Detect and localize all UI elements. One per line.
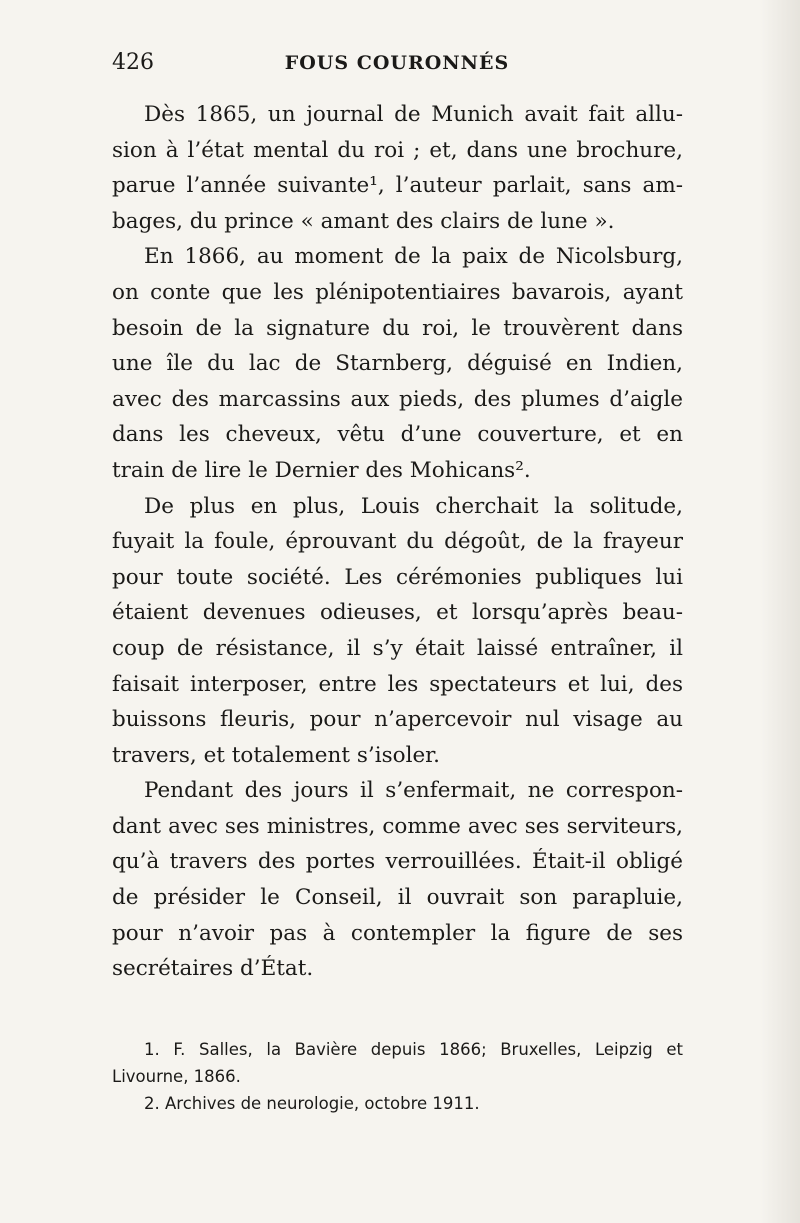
- text-line: faisait interposer, entre les spectateurs et lui, des: [112, 671, 683, 697]
- text-line: qu’à travers des portes verrouillées. Était-il obligé: [112, 849, 683, 875]
- footnote-1-continuation: Livourne, 1866.: [112, 1067, 241, 1086]
- text-line: Dès 1865, un journal de Munich avait fait allu-: [144, 102, 683, 127]
- text-line: parue l’année suivante¹, l’auteur parlait, sans am-: [112, 173, 683, 199]
- running-head-title: FOUS COURONNÉS: [284, 52, 510, 74]
- page-edge-shadow: [760, 0, 800, 1223]
- text-line: dans les cheveux, vêtu d’une couverture, et en: [112, 422, 683, 448]
- body-text: [112, 97, 683, 987]
- text-line: dant avec ses ministres, comme avec ses serviteurs,: [112, 813, 683, 839]
- text-line: fuyait la foule, éprouvant du dégoût, de la frayeur: [112, 529, 683, 555]
- text-line: étaient devenues odieuses, et lorsqu’après beau-: [112, 600, 683, 626]
- text-line: buissons fleuris, pour n’apercevoir nul visage au: [112, 707, 683, 733]
- footnote-1-line: 1. F. Salles, la Bavière depuis 1866; Bruxelles, Leipzig et: [144, 1040, 683, 1059]
- footnote-2-line: 2. Archives de neurologie, octobre 1911.: [144, 1094, 480, 1113]
- text-line: sion à l’état mental du roi ; et, dans une brochure,: [112, 137, 683, 163]
- footnotes: [112, 1036, 683, 1117]
- text-line: En 1866, au moment de la paix de Nicolsburg,: [144, 244, 683, 270]
- text-line: pour n’avoir pas à contempler la figure de ses: [112, 920, 683, 946]
- text-line: avec des marcassins aux pieds, des plumes d’aigle: [112, 386, 683, 412]
- running-head: [112, 50, 682, 90]
- text-line: train de lire le Dernier des Mohicans².: [112, 457, 531, 483]
- text-line: De plus en plus, Louis cherchait la solitude,: [144, 493, 683, 519]
- text-line: coup de résistance, il s’y était laissé entraîner, il: [112, 635, 683, 661]
- text-line: bages, du prince « amant des clairs de lune ».: [112, 208, 615, 234]
- text-line: travers, et totalement s’isoler.: [112, 742, 440, 768]
- text-line: on conte que les plénipotentiaires bavarois, ayant: [112, 279, 683, 305]
- text-line: une île du lac de Starnberg, déguisé en Indien,: [112, 351, 683, 377]
- text-line: Pendant des jours il s’enfermait, ne correspon-: [144, 778, 683, 804]
- text-line: de présider le Conseil, il ouvrait son parapluie,: [112, 885, 683, 911]
- page-number: 426: [112, 50, 154, 75]
- text-line: pour toute société. Les cérémonies publiques lui: [112, 564, 683, 590]
- text-line: besoin de la signature du roi, le trouvèrent dans: [112, 315, 683, 341]
- text-line: secrétaires d’État.: [112, 956, 314, 982]
